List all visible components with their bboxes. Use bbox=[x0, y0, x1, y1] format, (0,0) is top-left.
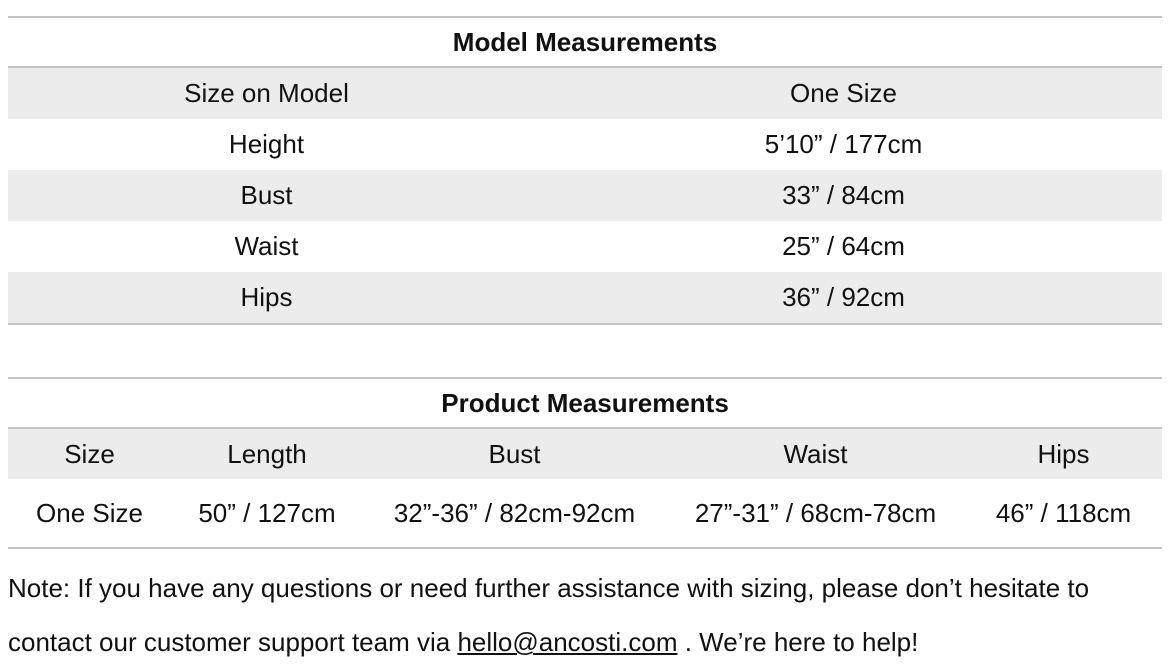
table-row bbox=[8, 67, 1162, 119]
model-table-title: Model Measurements bbox=[8, 17, 1162, 67]
row-label: Size on Model bbox=[8, 67, 525, 119]
row-label: Waist bbox=[234, 231, 299, 261]
row-value: One Size bbox=[525, 67, 1162, 119]
row-label: Bust bbox=[8, 170, 525, 221]
row-label: Height bbox=[228, 129, 305, 159]
note-text-end: . We’re here to help! bbox=[677, 627, 919, 657]
cell-length: 50” / 127cm bbox=[198, 497, 336, 528]
model-measurements-table bbox=[8, 16, 1162, 325]
table-row bbox=[8, 170, 1162, 221]
support-email-link[interactable]: hello@ancosti.com bbox=[457, 627, 678, 657]
row-value: 36” / 92cm bbox=[525, 272, 1162, 324]
row-value: 5’10” / 177cm bbox=[764, 129, 923, 159]
column-header-waist: Waist bbox=[666, 428, 965, 479]
model-table-title-row bbox=[8, 17, 1162, 67]
cell-size: One Size bbox=[36, 497, 143, 528]
product-table-title-row bbox=[8, 378, 1162, 428]
product-table-header-row bbox=[8, 428, 1162, 479]
cell-bust: 32”-36” / 82cm-92cm bbox=[393, 497, 636, 528]
cell-hips: 46” / 118cm bbox=[995, 497, 1132, 528]
table-row bbox=[8, 479, 1162, 548]
column-header-length: Length bbox=[171, 428, 363, 479]
table-row bbox=[8, 119, 1162, 170]
column-header-size: Size bbox=[8, 428, 171, 479]
size-guide bbox=[8, 16, 1162, 669]
row-value: 25” / 64cm bbox=[782, 231, 905, 261]
product-measurements-table bbox=[8, 377, 1162, 549]
table-row bbox=[8, 272, 1162, 324]
note-text: Note: If you have any questions or need further assistance with sizing, please don’t hesitate to contact our customer support team via bbox=[8, 573, 1090, 657]
table-row bbox=[8, 221, 1162, 272]
table-spacer bbox=[8, 325, 1162, 377]
sizing-note bbox=[8, 561, 1162, 669]
column-header-bust: Bust bbox=[363, 428, 666, 479]
cell-waist: 27”-31” / 68cm-78cm bbox=[694, 497, 937, 528]
row-label: Hips bbox=[8, 272, 525, 324]
row-value: 33” / 84cm bbox=[525, 170, 1162, 221]
product-table-title: Product Measurements bbox=[8, 378, 1162, 428]
column-header-hips: Hips bbox=[965, 428, 1162, 479]
